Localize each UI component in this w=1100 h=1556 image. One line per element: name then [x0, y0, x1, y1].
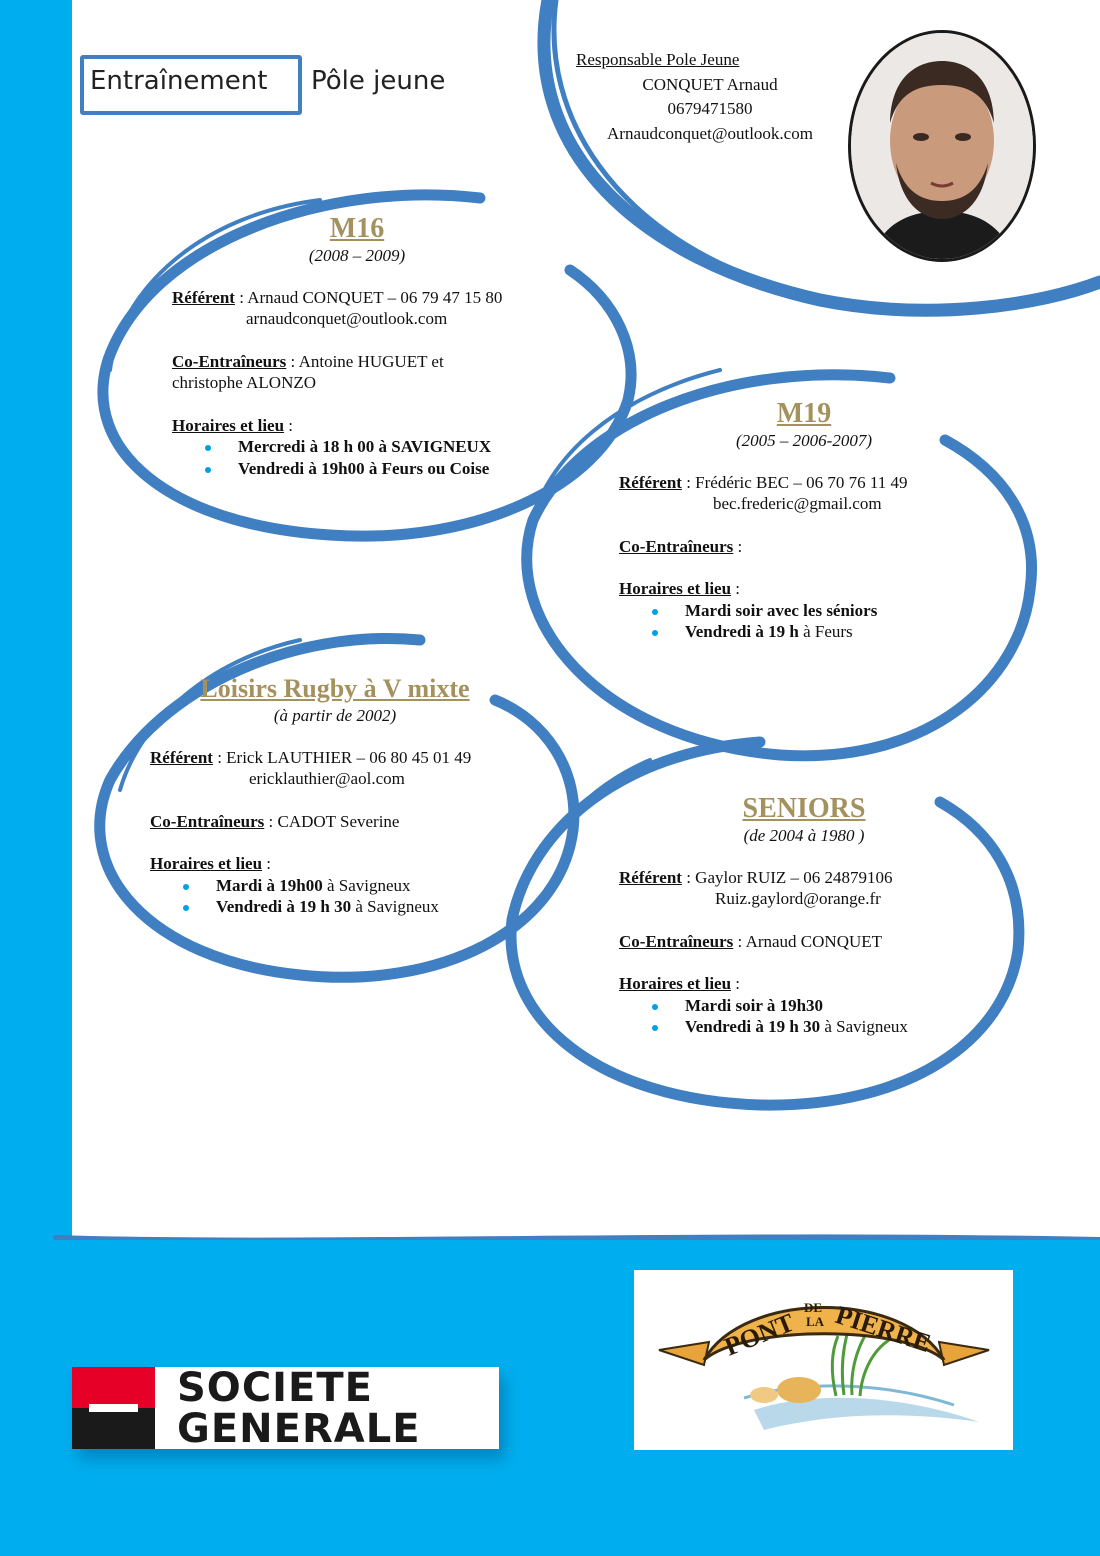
- contact-phone: 0679471580: [667, 99, 753, 118]
- schedule-item-text: Vendredi à 19 h 30: [685, 1017, 821, 1036]
- sg-white-bar: [89, 1404, 138, 1412]
- team-years: (2005 – 2006-2007): [736, 431, 872, 450]
- pdp-word-de: DE: [804, 1300, 823, 1315]
- team-years: (2008 – 2009): [308, 246, 406, 265]
- schedule-label: Horaires et lieu: [619, 579, 732, 598]
- schedule-colon: :: [731, 974, 741, 993]
- list-item: [172, 458, 542, 480]
- team-title: SENIORS: [742, 793, 866, 824]
- referent-label: Référent: [150, 747, 213, 767]
- co-coaches-value: : CADOT Severine: [264, 811, 400, 831]
- schedule-item-place: à Savigneux: [820, 1017, 908, 1036]
- schedule-item-place: à Savigneux: [351, 897, 439, 916]
- referent-email[interactable]: ericklauthier@aol.com: [249, 769, 405, 788]
- referent-email[interactable]: bec.frederic@gmail.com: [713, 494, 882, 513]
- team-title: M19: [776, 398, 832, 429]
- schedule-colon: :: [284, 415, 294, 435]
- team-years: (à partir de 2002): [273, 706, 397, 725]
- list-item: [619, 1016, 999, 1038]
- schedule-item-text: Mardi soir à 19h30: [685, 995, 824, 1015]
- societe-generale-logo: [72, 1365, 499, 1452]
- list-item: [172, 436, 542, 458]
- schedule-item-text: Mardi soir avec les séniors: [685, 600, 878, 620]
- contact-email[interactable]: Arnaudconquet@outlook.com: [607, 123, 813, 143]
- pdp-word-pont: PONT: [720, 1307, 799, 1362]
- team-card-m16: [172, 213, 542, 479]
- schedule-list: [172, 436, 542, 479]
- contact-block: [570, 48, 850, 146]
- schedule-list: [150, 875, 520, 918]
- team-title: Loisirs Rugby à V mixte: [200, 674, 470, 703]
- tab-pole-jeune: Pôle jeune: [311, 66, 446, 96]
- pdp-word-pierre: PIERRE: [832, 1300, 935, 1359]
- schedule-item-text: Vendredi à 19 h: [685, 622, 799, 641]
- schedule-colon: :: [262, 854, 272, 873]
- team-years: (de 2004 à 1980 ): [743, 826, 865, 845]
- pont-de-la-pierre-logo: [634, 1270, 1013, 1450]
- co-coaches-label: Co-Entraîneurs: [172, 351, 287, 371]
- sg-black-square: [72, 1408, 155, 1449]
- referent-label: Référent: [172, 287, 235, 307]
- team-card-m19: [619, 398, 999, 643]
- referent-label: Référent: [619, 472, 682, 492]
- co-coaches-label: Co-Entraîneurs: [619, 536, 734, 556]
- sg-line2: GENERALE: [177, 1406, 421, 1452]
- team-card-loisirs: [150, 673, 520, 918]
- list-item: [150, 875, 520, 897]
- schedule-item-text: Vendredi à 19 h 30: [216, 897, 352, 916]
- schedule-item-text: Vendredi à 19h00 à Feurs ou Coise: [238, 458, 490, 478]
- schedule-item-text: Mercredi à 18 h 00 à SAVIGNEUX: [238, 437, 492, 456]
- schedule-list: [619, 600, 999, 643]
- coach-photo: [848, 30, 1036, 262]
- schedule-item-text: Mardi à 19h00: [216, 875, 323, 895]
- referent-label: Référent: [619, 867, 682, 887]
- schedule-label: Horaires et lieu: [150, 854, 263, 873]
- sg-red-square: [72, 1367, 155, 1408]
- schedule-item-place: à Feurs: [798, 622, 853, 641]
- co-coaches-value: : Antoine HUGUET et christophe ALONZO: [172, 351, 444, 392]
- tab-entrainement: Entraînement: [90, 66, 268, 96]
- referent-value: : Gaylor RUIZ – 06 24879106: [681, 867, 893, 887]
- referent-value: : Erick LAUTHIER – 06 80 45 01 49: [212, 747, 472, 767]
- sg-line1: SOCIETE: [177, 1365, 373, 1411]
- referent-email[interactable]: arnaudconquet@outlook.com: [246, 309, 448, 328]
- schedule-label: Horaires et lieu: [172, 415, 285, 435]
- schedule-item-place: à Savigneux: [322, 875, 411, 895]
- contact-name: CONQUET Arnaud: [642, 74, 778, 94]
- schedule-list: [619, 995, 999, 1038]
- co-coaches-value: :: [733, 536, 743, 556]
- schedule-label: Horaires et lieu: [619, 974, 732, 993]
- referent-value: : Arnaud CONQUET – 06 79 47 15 80: [234, 287, 503, 307]
- co-coaches-label: Co-Entraîneurs: [619, 931, 734, 951]
- contact-role: Responsable Pole Jeune: [576, 50, 740, 69]
- team-card-seniors: [619, 793, 999, 1038]
- referent-email[interactable]: Ruiz.gaylord@orange.fr: [715, 889, 881, 908]
- co-coaches-value: : Arnaud CONQUET: [733, 931, 883, 951]
- list-item: [150, 896, 520, 918]
- team-title: M16: [329, 213, 385, 244]
- pdp-word-la: LA: [806, 1314, 825, 1329]
- referent-value: : Frédéric BEC – 06 70 76 11 49: [681, 472, 908, 492]
- co-coaches-label: Co-Entraîneurs: [150, 811, 265, 831]
- schedule-colon: :: [731, 579, 741, 598]
- list-item: [619, 621, 999, 643]
- list-item: [619, 995, 999, 1017]
- list-item: [619, 600, 999, 622]
